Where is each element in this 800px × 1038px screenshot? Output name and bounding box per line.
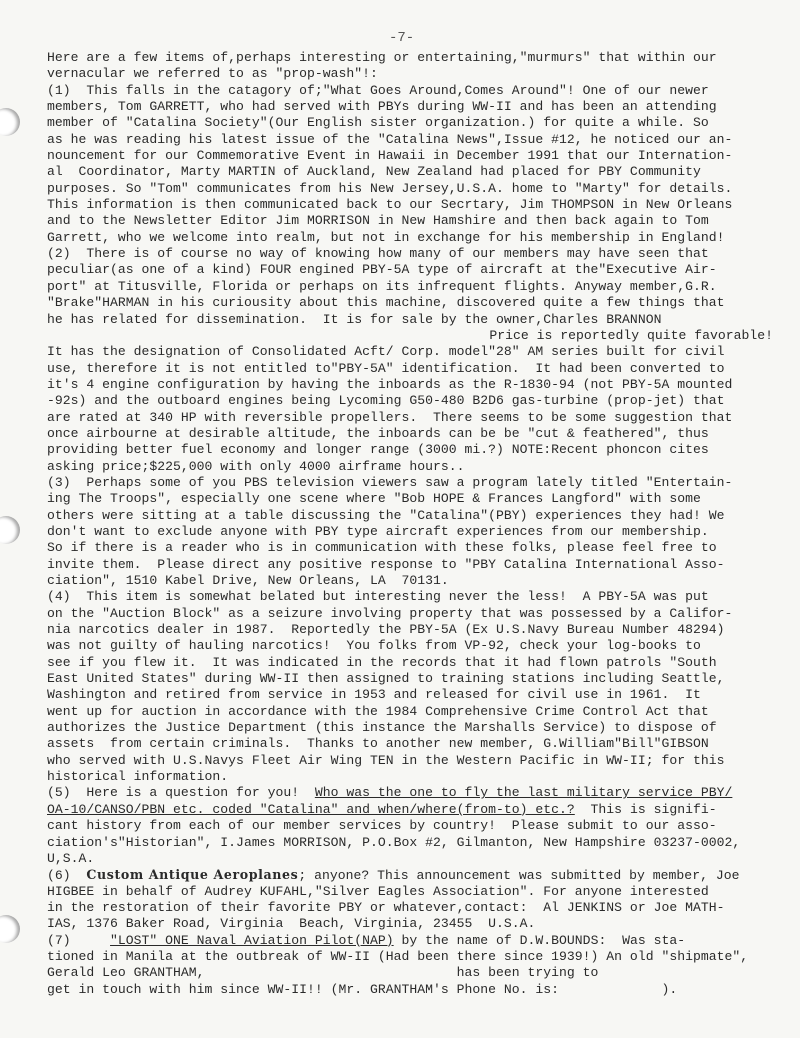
text-line: port" at Titusville, Florida or perhaps on its infrequent flights. Anyway member,G.R. [47,278,717,294]
item-7-number: (7) [47,932,111,948]
text-line: see if you flew it. It was indicated in the records that it had flown patrols "South [47,654,717,670]
page-number: -7- [389,30,415,46]
item-5-second-line [47,802,773,818]
text-line: (2) There is of course no way of knowing how many of our members may have seen that [47,246,709,262]
item-5-tail: This is signifi- [574,801,717,817]
text-line: cant history from each of our member services by country! Please submit to our asso- [47,818,717,834]
item-7-lead: by the name of D.W.BOUNDS: Was sta- [393,932,686,948]
text-line: he has related for dissemination. It is for sale by the owner,Charles BRANNON [47,311,662,327]
item-2-paragraph [47,246,773,328]
item-5-question-underlined-2: OA-10/CANSO/PBN etc. coded "Catalina" and when/where(from-to) etc.? [47,801,575,817]
text-line: This information is then communicated back to our Secrtary, Jim THOMPSON in New Orleans [47,197,733,213]
text-line: East United States" during WW-II then assigned to training stations including Seattle, [47,671,725,687]
text-line: Washington and retired from service in 1953 and released for civil use in 1961. It [47,687,701,703]
item-3-paragraph [47,475,773,589]
text-line: al Coordinator, Marty MARTIN of Auckland, New Zealand had placed for PBY Community [47,164,701,180]
text-line: assets from certain criminals. Thanks to another new member, G.William"Bill"GIBSON [47,736,709,752]
item-4-paragraph [47,589,773,785]
text-line: went up for auction in accordance with the 1984 Comprehensive Crime Control Act that [47,703,709,719]
punch-hole-top [0,108,20,136]
text-line: historical information. [47,769,229,785]
newsletter-body [47,50,773,998]
text-line: vernacular we referred to as "prop-wash"!: [47,66,378,82]
text-line: providing better fuel economy and longer range (3000 mi.?) NOTE:Recent phoncon cites [47,442,709,458]
text-line: are rated at 340 HP with reversible propellers. There seems to be some suggestion that [47,409,733,425]
text-line: (1) This falls in the catagory of;"What Goes Around,Comes Around"! One of our newer [47,82,709,98]
item-7-title: "LOST" ONE Naval Aviation Pilot(NAP) [110,932,394,948]
text-line: as he was reading his latest issue of the "Catalina News",Issue #12, he noticed our an- [47,131,733,147]
item-5-paragraph [47,818,773,867]
item-6-first-line [47,867,773,883]
text-line: invite them. Please direct any positive response to "PBY Catalina International Asso- [47,556,725,572]
item-5-lead: (5) Here is a question for you! [47,785,315,801]
text-line: members, Tom GARRETT, who had served with PBYs during WW-II and has been an attending [47,99,717,115]
text-line: and to the Newsletter Editor Jim MORRISON in New Hamshire and then back again to Tom [47,213,709,229]
item-2-price-line: Price is reportedly quite favorable! [489,327,773,343]
item-6-lead: ; anyone? This announcement was submitted by member, Joe [298,868,740,884]
text-line: don't want to exclude anyone with PBY type aircraft experiences from our membership. [47,523,709,539]
punch-hole-bottom [0,915,20,943]
intro-paragraph [47,50,773,83]
punch-hole-middle [0,516,20,544]
text-line: peculiar(as one of a kind) FOUR engined PBY-5A type of aircraft at the"Executive Air- [47,262,717,278]
text-line: member of "Catalina Society"(Our English sister organization.) for quite a while. So [47,115,709,131]
text-line: in the restoration of their favorite PBY or whatever,contact: Al JENKINS or Joe MATH- [47,899,725,915]
text-line: who served with U.S.Navys Fleet Air Wing TEN in the Western Pacific in WW-II; for this [47,752,725,768]
text-line: ciation", 1510 Kabel Drive, New Orleans, LA 70131. [47,573,449,588]
text-line: others were sitting at a table discussing the "Catalina"(PBY) experiences they had! We [47,507,725,523]
text-line: Here are a few items of,perhaps interesting or entertaining,"murmurs" that within our [47,50,717,65]
text-line: Gerald Leo GRANTHAM, has been trying to [47,965,599,981]
text-line: asking price;$225,000 with only 4000 airframe hours.. [47,458,465,474]
text-line: Garrett, who we welcome into realm, but not in exchange for his membership in England! [47,229,725,245]
text-line: (3) Perhaps some of you PBS television viewers saw a program lately titled "Entertain- [47,474,733,490]
text-line: it's 4 engine configuration by having the inboards as the R-1830-94 (not PBY-5A mounted [47,376,733,392]
item-7-first-line [47,933,773,949]
text-line: So if there is a reader who is in communication with these folks, please feel free to [47,540,717,556]
item-1-paragraph [47,83,773,246]
text-line: ciation's"Historian", I.James MORRISON, P.O.Box #2, Gilmanton, New Hampshire 03237-0002, [47,834,741,850]
text-line: IAS, 1376 Baker Road, Virginia Beach, Virginia, 23455 U.S.A. [47,916,536,932]
text-line: purposes. So "Tom" communicates from his New Jersey,U.S.A. home to "Marty" for details. [47,180,733,196]
item-2-continued [47,344,773,475]
item-5-first-line [47,785,773,801]
item-6-title: Custom Antique Aeroplanes [86,867,299,883]
text-line: was not guilty of hauling narcotics! You folks from VP-92, check your log-books to [47,638,701,654]
text-line: It has the designation of Consolidated Acft/ Corp. model"28" AM series built for civil [47,344,725,360]
text-line: nouncement for our Commemorative Event in Hawaii in December 1991 that our Internation- [47,148,733,164]
text-line: use, therefore it is not entitled to"PBY-5A" identification. It had been converted to [47,360,725,376]
text-line: get in touch with him since WW-II!! (Mr. GRANTHAM's Phone No. is: ). [47,981,678,997]
text-line: tioned in Manila at the outbreak of WW-II (Had been there since 1939!) An old "shipmate", [47,948,749,964]
text-line: -92s) and the outboard engines being Lycoming G50-480 B2D6 gas-turbine (prop-jet) that [47,393,725,409]
item-6-paragraph [47,884,773,933]
text-line: nia narcotics dealer in 1987. Reportedly the PBY-5A (Ex U.S.Navy Bureau Number 48294) [47,622,725,638]
text-line: ing The Troops", especially one scene where "Bob HOPE & Frances Langford" with some [47,491,701,507]
text-line: HIGBEE in behalf of Audrey KUFAHL,"Silver Eagles Association". For anyone interested [47,883,709,899]
text-line: (4) This item is somewhat belated but interesting never the less! A PBY-5A was put [47,589,709,605]
text-line: once airbourne at desirable altitude, the inboards can be be "cut & feathered", thus [47,425,709,441]
item-6-number: (6) [47,868,87,884]
text-line: on the "Auction Block" as a seizure involving property that was possessed by a Califor- [47,605,733,621]
text-line: "Brake"HARMAN in his curiousity about this machine, discovered quite a few things that [47,295,725,311]
text-line: authorizes the Justice Department (this instance the Marshalls Service) to dispose of [47,720,717,736]
text-line: U,S.A. [47,850,95,866]
item-5-question-underlined-1: Who was the one to fly the last military service PBY/ [314,785,733,801]
item-7-paragraph [47,949,773,998]
